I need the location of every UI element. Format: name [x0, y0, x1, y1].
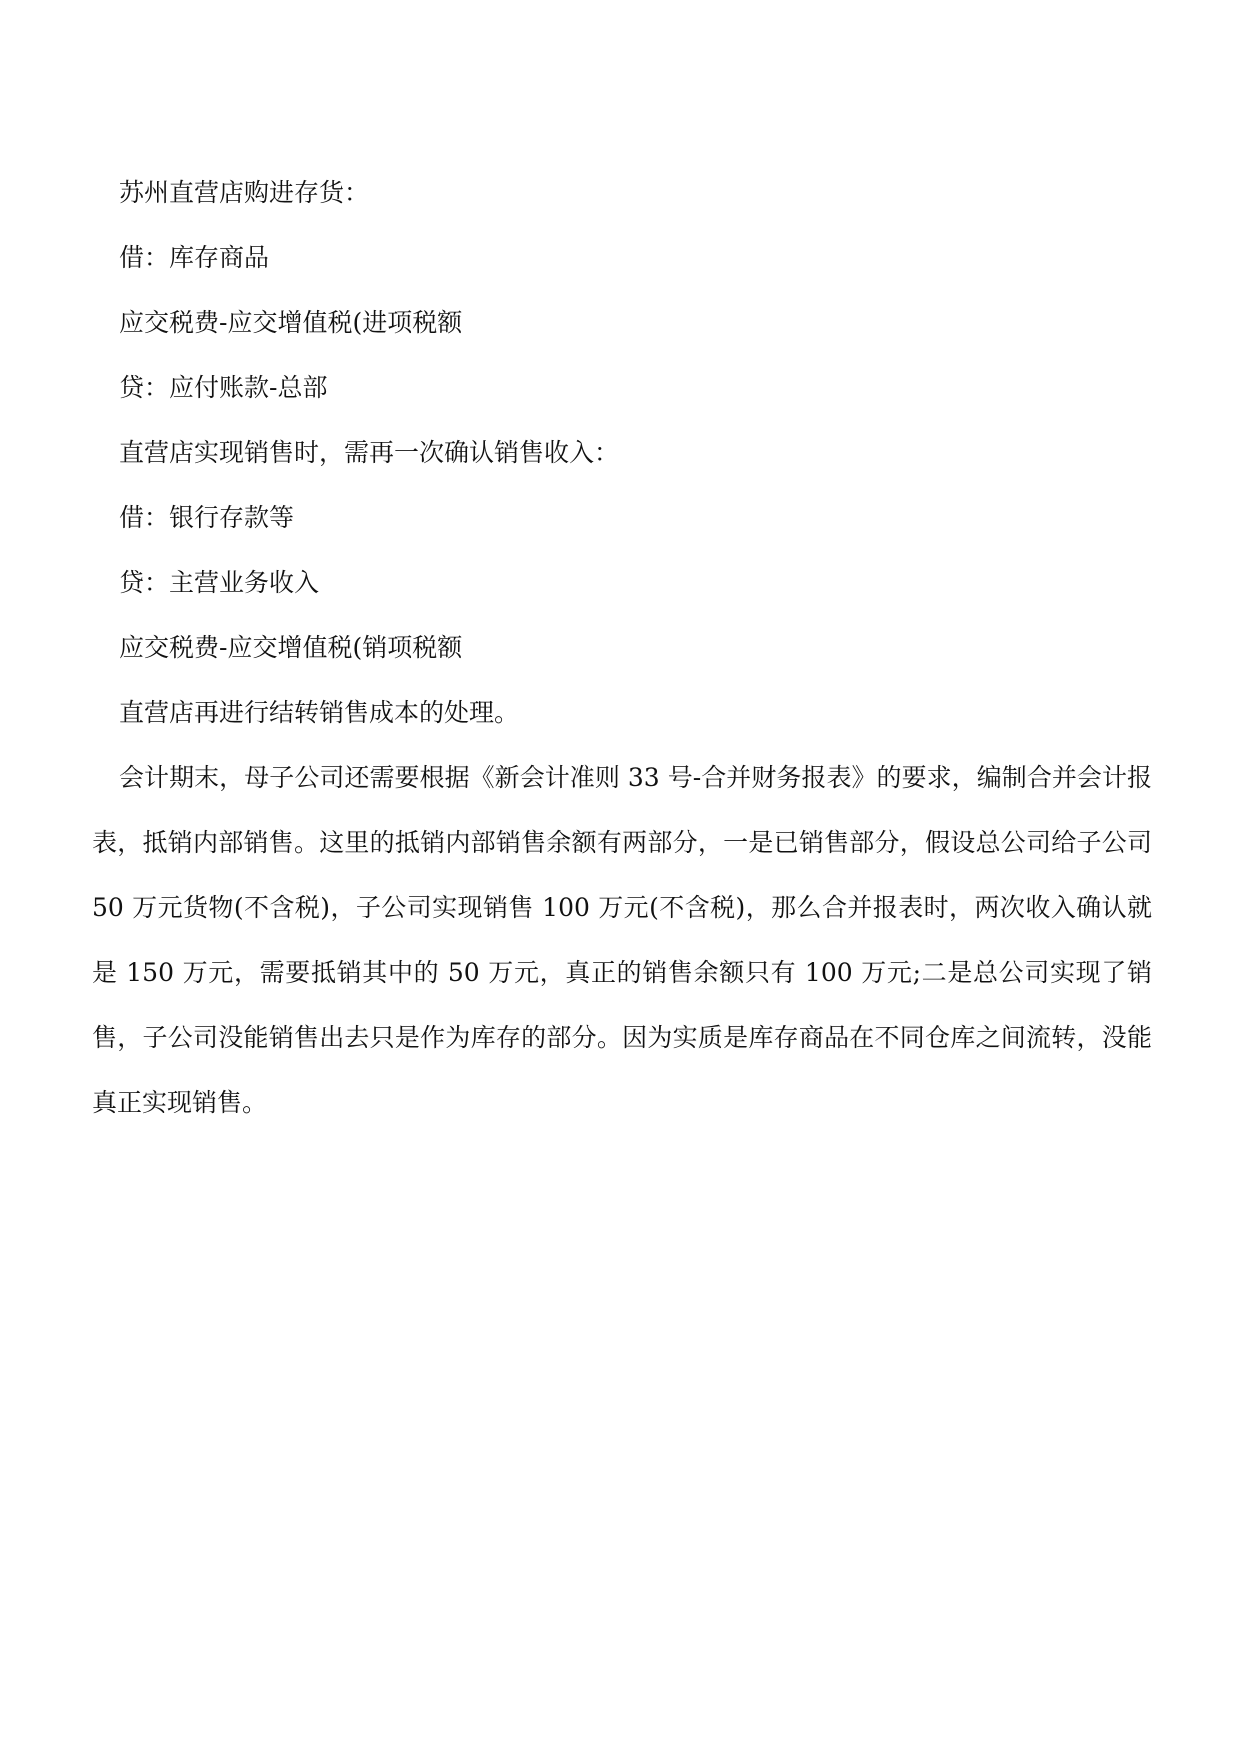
document-body [92, 160, 1152, 1135]
body-paragraph: 会计期末，母子公司还需要根据《新会计准则 33 号-合并财务报表》的要求，编制合并会计报表，抵销内部销售。这里的抵销内部销售余额有两部分，一是已销售部分，假设总公司给子公司 50 万元货物(不含税)，子公司实现销售 100 万元(不含税)，那么合并报表时，两次收入确认就是 150 万元，需要抵销其中的 50 万元，真正的销售余额只有 100 万元;二是总公司实现了销售，子公司没能销售出去只是作为库存的部分。因为实质是库存商品在不同仓库之间流转，没能真正实现销售。 [92, 763, 1152, 1117]
text-line: 直营店实现销售时，需再一次确认销售收入： [119, 438, 620, 467]
text-line: 贷：主营业务收入 [119, 568, 320, 597]
text-line: 借：库存商品 [119, 243, 270, 272]
text-line: 借：银行存款等 [119, 503, 295, 532]
text-line: 直营店再进行结转销售成本的处理。 [119, 698, 520, 727]
text-line: 苏州直营店购进存货： [119, 178, 370, 207]
text-line: 贷：应付账款-总部 [119, 373, 328, 402]
text-line: 应交税费-应交增值税(进项税额 [119, 308, 463, 337]
text-line: 应交税费-应交增值税(销项税额 [119, 633, 463, 662]
